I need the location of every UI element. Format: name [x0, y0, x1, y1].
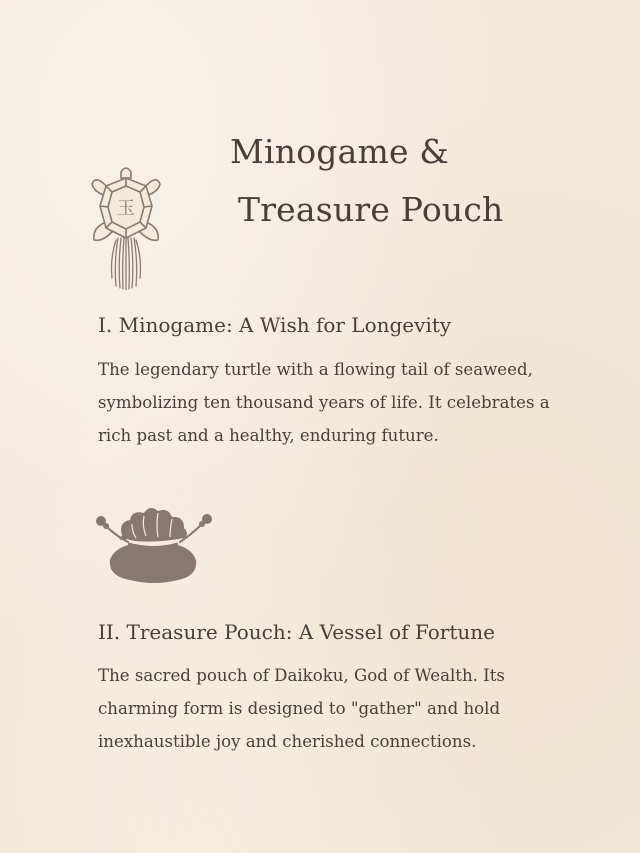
page-title-line-2: Treasure Pouch [238, 190, 504, 229]
section-body-line: rich past and a healthy, enduring future. [98, 426, 439, 445]
section-body-line: charming form is designed to "gather" and hold [98, 699, 501, 718]
minogame-turtle-icon [88, 162, 164, 290]
page-title-line-1: Minogame & [230, 132, 449, 171]
turtle-character: 玉 [117, 198, 135, 219]
section-body-line: The sacred pouch of Daikoku, God of Wealth. Its [98, 666, 505, 685]
section-heading-treasure-pouch: II. Treasure Pouch: A Vessel of Fortune [98, 620, 496, 644]
section-body-minogame [98, 353, 550, 452]
treasure-pouch-icon [92, 504, 216, 584]
section-body-treasure-pouch [98, 659, 538, 758]
section-heading-minogame: I. Minogame: A Wish for Longevity [98, 313, 452, 337]
section-body-line: inexhaustible joy and cherished connections. [98, 732, 477, 751]
section-body-line: symbolizing ten thousand years of life. It celebrates a [98, 393, 550, 412]
section-body-line: The legendary turtle with a flowing tail of seaweed, [98, 360, 533, 379]
